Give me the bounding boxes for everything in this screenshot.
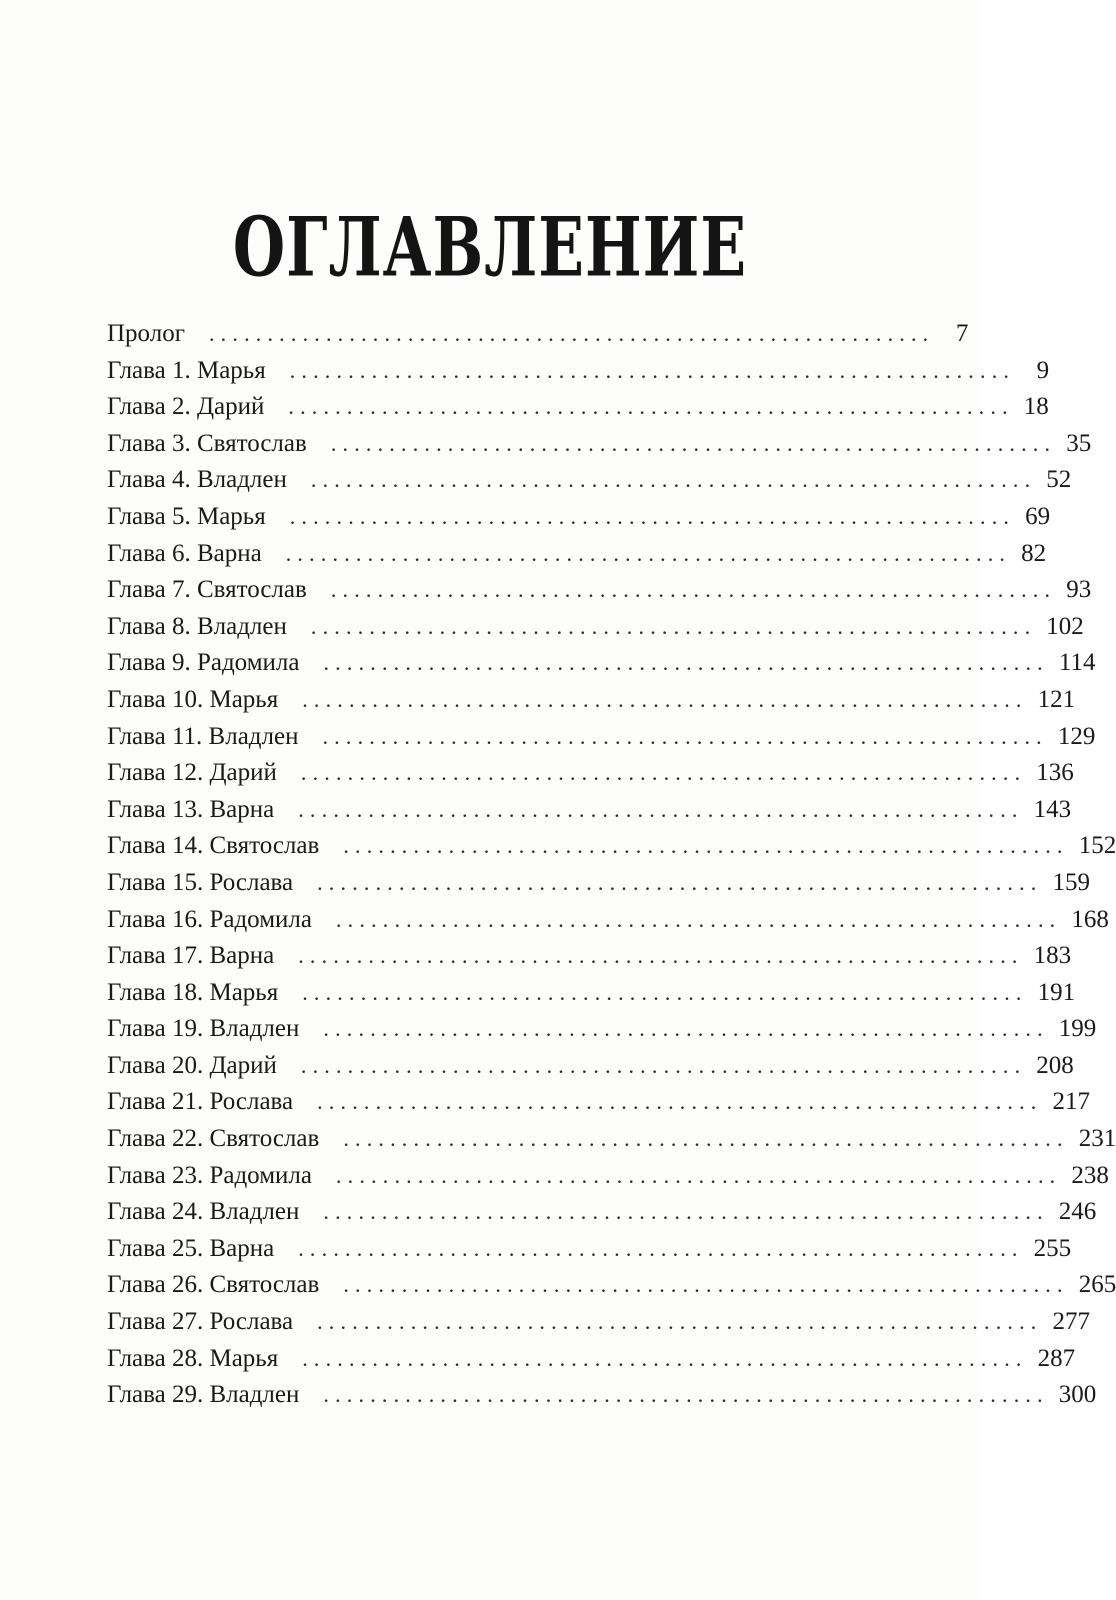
toc-entry[interactable] [107, 316, 969, 353]
toc-entry-title: Глава 17. Варна [107, 942, 275, 970]
toc-dot-leader: .............................................................. [323, 1199, 1049, 1225]
toc-entry[interactable] [107, 938, 1072, 975]
toc-dot-leader: .............................................................. [300, 1052, 1027, 1078]
toc-entry[interactable] [107, 536, 1047, 573]
toc-entry[interactable] [107, 389, 1049, 426]
toc-entry-page-number: 265 [1078, 1271, 1116, 1299]
toc-entry[interactable] [107, 975, 1076, 1012]
toc-entry-page-number: 136 [1036, 759, 1074, 787]
toc-entry-title: Глава 6. Варна [107, 539, 262, 567]
toc-entry-page-number: 168 [1071, 905, 1109, 933]
toc-entry-title: Глава 27. Рослава [107, 1308, 294, 1336]
toc-entry-page-number: 199 [1058, 1015, 1097, 1043]
toc-dot-leader: .............................................................. [302, 686, 1028, 712]
toc-entry-title: Глава 29. Владлен [107, 1381, 300, 1409]
page-title: ОГЛАВЛЕНИЕ [232, 201, 748, 296]
toc-entry-title: Глава 7. Святослав [107, 576, 307, 604]
toc-entry-page-number: 183 [1033, 942, 1072, 970]
toc-dot-leader: .............................................................. [289, 503, 1016, 529]
toc-entry[interactable] [107, 755, 1074, 792]
toc-entry[interactable] [107, 719, 1096, 756]
toc-entry-page-number: 102 [1046, 612, 1084, 640]
toc-dot-leader: .............................................................. [330, 430, 1057, 456]
toc-entry[interactable] [107, 1377, 1097, 1414]
toc-dot-leader: .............................................................. [335, 906, 1062, 932]
toc-entry-title: Глава 26. Святослав [107, 1271, 320, 1299]
toc-dot-leader: .............................................................. [323, 650, 1049, 676]
toc-entry[interactable] [107, 682, 1076, 719]
toc-dot-leader: .............................................................. [300, 760, 1027, 786]
toc-entry-title: Пролог [107, 320, 185, 347]
toc-entry[interactable] [107, 1011, 1097, 1048]
toc-entry[interactable] [107, 1267, 1116, 1304]
toc-entry[interactable] [107, 1158, 1109, 1195]
toc-entry-title: Глава 9. Радомила [107, 649, 300, 677]
toc-entry[interactable] [107, 1121, 1116, 1158]
toc-entry-title: Глава 23. Радомила [107, 1161, 312, 1189]
toc-dot-leader: .............................................................. [317, 869, 1043, 895]
toc-entry[interactable] [107, 1084, 1091, 1121]
toc-entry[interactable] [107, 572, 1092, 609]
toc-entry-page-number: 129 [1057, 722, 1096, 750]
toc-entry[interactable] [107, 1231, 1072, 1268]
toc-entry-title: Глава 13. Варна [107, 795, 275, 823]
toc-entry[interactable] [107, 792, 1072, 829]
toc-dot-leader: .............................................................. [208, 321, 935, 346]
toc-entry-page-number: 277 [1052, 1308, 1091, 1336]
toc-entry-title: Глава 25. Варна [107, 1234, 275, 1262]
toc-entry[interactable] [107, 499, 1051, 536]
toc-dot-leader: .............................................................. [285, 540, 1012, 566]
toc-entry-title: Глава 1. Марья [107, 356, 266, 384]
toc-entry-title: Глава 20. Дарий [107, 1051, 277, 1079]
toc-entry-page-number: 238 [1071, 1161, 1109, 1189]
toc-dot-leader: .............................................................. [317, 1309, 1043, 1335]
toc-dot-leader: .............................................................. [302, 1345, 1028, 1371]
toc-entry-page-number: 7 [955, 320, 969, 347]
toc-entry-title: Глава 4. Владлен [107, 466, 287, 494]
toc-entry-page-number: 114 [1058, 649, 1096, 677]
toc-entry-page-number: 159 [1052, 868, 1091, 896]
toc-entry[interactable] [107, 1048, 1074, 1085]
toc-dot-leader: .............................................................. [343, 833, 1069, 859]
toc-entry-page-number: 18 [1023, 393, 1049, 421]
toc-entry-title: Глава 8. Владлен [107, 612, 287, 640]
toc-entry[interactable] [107, 353, 1050, 390]
toc-dot-leader: .............................................................. [310, 613, 1037, 639]
toc-dot-leader: .............................................................. [310, 467, 1037, 493]
toc-entry-page-number: 82 [1021, 539, 1047, 567]
toc-entry-page-number: 191 [1037, 978, 1076, 1006]
toc-dot-leader: .............................................................. [323, 1382, 1049, 1408]
toc-entry-title: Глава 14. Святослав [107, 832, 320, 860]
table-of-contents [107, 316, 1116, 1414]
toc-entry[interactable] [107, 426, 1092, 463]
toc-dot-leader: .............................................................. [288, 394, 1014, 420]
toc-entry-title: Глава 18. Марья [107, 978, 279, 1006]
toc-dot-leader: .............................................................. [322, 723, 1048, 749]
toc-entry-page-number: 300 [1058, 1381, 1097, 1409]
toc-entry-title: Глава 12. Дарий [107, 759, 277, 787]
toc-entry[interactable] [107, 1304, 1091, 1341]
toc-entry[interactable] [107, 902, 1109, 939]
toc-entry-page-number: 121 [1037, 685, 1076, 713]
toc-entry-title: Глава 21. Рослава [107, 1088, 294, 1116]
toc-dot-leader: .............................................................. [317, 1089, 1043, 1115]
toc-entry-page-number: 152 [1078, 832, 1116, 860]
toc-entry[interactable] [107, 1194, 1097, 1231]
toc-dot-leader: .............................................................. [298, 943, 1024, 969]
toc-entry[interactable] [107, 828, 1116, 865]
toc-entry-title: Глава 19. Владлен [107, 1015, 300, 1043]
toc-dot-leader: .............................................................. [298, 1235, 1024, 1261]
toc-entry[interactable] [107, 609, 1084, 646]
toc-entry-page-number: 93 [1066, 576, 1092, 604]
toc-dot-leader: .............................................................. [289, 357, 1016, 383]
toc-entry-title: Глава 3. Святослав [107, 429, 307, 457]
toc-dot-leader: .............................................................. [302, 979, 1028, 1005]
toc-entry-title: Глава 2. Дарий [107, 393, 265, 421]
toc-entry[interactable] [107, 865, 1091, 902]
toc-entry-title: Глава 10. Марья [107, 685, 279, 713]
toc-dot-leader: .............................................................. [323, 1016, 1049, 1042]
toc-entry-page-number: 231 [1078, 1125, 1116, 1153]
toc-dot-leader: .............................................................. [330, 577, 1057, 603]
toc-entry-page-number: 255 [1033, 1234, 1072, 1262]
toc-dot-leader: .............................................................. [335, 1162, 1062, 1188]
toc-entry-title: Глава 22. Святослав [107, 1125, 320, 1153]
toc-entry-page-number: 143 [1033, 795, 1072, 823]
toc-entry-title: Глава 28. Марья [107, 1344, 279, 1372]
toc-entry-title: Глава 5. Марья [107, 502, 266, 530]
toc-entry[interactable] [107, 1341, 1076, 1378]
toc-entry-page-number: 208 [1036, 1051, 1074, 1079]
toc-entry-title: Глава 16. Радомила [107, 905, 312, 933]
toc-dot-leader: .............................................................. [298, 796, 1024, 822]
toc-dot-leader: .............................................................. [343, 1126, 1069, 1152]
toc-entry-title: Глава 11. Владлен [107, 722, 299, 750]
toc-entry-page-number: 69 [1025, 502, 1051, 530]
toc-entry[interactable] [107, 645, 1096, 682]
toc-entry-page-number: 217 [1052, 1088, 1091, 1116]
toc-entry-title: Глава 24. Владлен [107, 1198, 300, 1226]
toc-entry-page-number: 246 [1058, 1198, 1097, 1226]
toc-entry-page-number: 52 [1046, 466, 1072, 494]
toc-entry-title: Глава 15. Рослава [107, 868, 294, 896]
toc-entry-page-number: 35 [1066, 429, 1092, 457]
toc-entry-page-number: 9 [1036, 356, 1050, 384]
toc-entry[interactable] [107, 462, 1072, 499]
toc-dot-leader: .............................................................. [343, 1272, 1069, 1298]
toc-entry-page-number: 287 [1037, 1344, 1076, 1372]
